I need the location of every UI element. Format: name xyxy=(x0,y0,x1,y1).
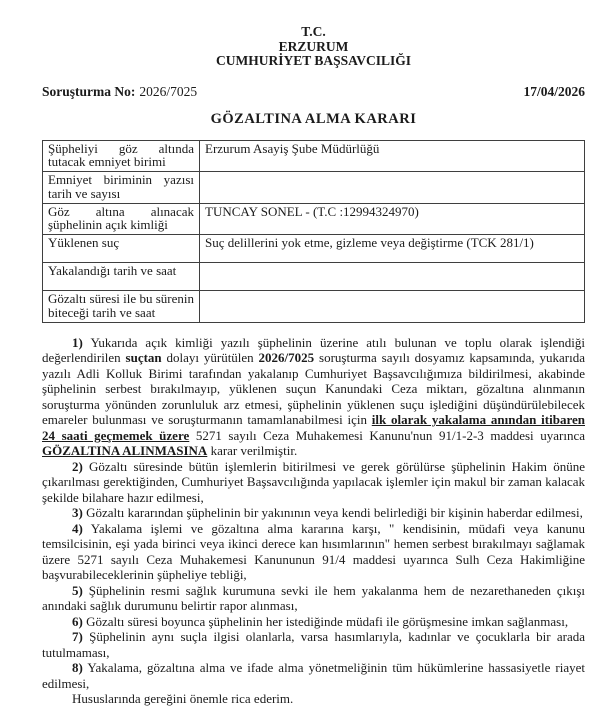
decision-paragraph: 7) Şüphelinin aynı suçla ilgisi olanlarla, varsa hasımlarıyla, kadınlar ve çocuklarla bir arada tutulmaması, xyxy=(42,629,586,660)
paragraph-number: 7) xyxy=(72,629,83,645)
decision-paragraph: 1) Yukarıda açık kimliği yazılı şüphelinin üzerine atılı bulunan ve toplu olarak işlendiği değerlendirilen suçtan dolayı yürütülen 2026/7025 soruşturma sayılı dosyamız kapsamında, yukarıda yazılı Adli Kolluk Birimi tarafından yakalanıp Cumhuriyet Başsavcılığımıza bildirilmesi, akabinde şüphelinin serbest bırakılmayıp, yüklenen suçun Kanundaki Ceza miktarı, gözaltına alınmanın soruşturma yönünden zorunluluk arz etmesi, şüphelinin yüklenen suçu işlediğini düşündürülebilecek emareler bulunması ve soruşturmanın tamamlanabilmesi için ilk olarak yakalama anından itibaren 24 saati geçmemek üzere 5271 sayılı Ceza Muhakemesi Kanunu'nun 91/1-2-3 maddesi uyarınca GÖZALTINA ALINMASINA karar verilmiştir. xyxy=(42,334,585,459)
info-table-row xyxy=(43,263,585,291)
decision-paragraph: 4) Yakalama işlemi ve gözaltına alma kararına karşı, " kendisinin, müdafi veya kanunu temsilcisinin, eşi yada birinci veya ikinci derece kan hısımlarının" hemen serbest bırakılmayı sağlamak üzere 5271 sayılı Ceza Muhakemesi Kanununun 91/4 maddesi uyarınca Sulh Ceza Hakimliğine başvurabileceklerinin şüpheliye tebliği, xyxy=(42,520,585,583)
letterhead-city: ERZURUM xyxy=(278,38,349,54)
emphasized-underlined-text: GÖZALTINA ALINMASINA xyxy=(42,443,208,459)
document-date: 17/04/2026 xyxy=(523,83,585,99)
document-title: GÖZALTINA ALMA KARARI xyxy=(210,110,417,127)
paragraph-number: 5) xyxy=(72,582,83,598)
meta-row xyxy=(42,85,585,99)
case-number-value: 2026/7025 xyxy=(139,83,198,99)
info-table-label: Emniyet biriminin yazısı tarih ve sayısı xyxy=(43,172,200,204)
paragraph-number: 1) xyxy=(72,334,83,350)
paragraph-number: 4) xyxy=(72,520,83,536)
info-table-label: Gözaltı süresi ile bu sürenin biteceği tarih ve saat xyxy=(43,291,200,323)
case-number-label: Soruşturma No: xyxy=(42,83,136,99)
decision-paragraph: 6) Gözaltı süresi boyunca şüphelinin her istediğinde müdafi ile görüşmesine imkan sağlanması, xyxy=(72,613,569,629)
case-number-line xyxy=(42,85,197,99)
info-table-label: Yüklenen suç xyxy=(43,235,200,263)
info-table-value xyxy=(200,172,585,204)
info-table-row xyxy=(43,235,585,263)
info-table-label: Göz altına alınacak şüphelinin açık kimliği xyxy=(43,203,200,235)
info-table-row xyxy=(43,140,585,172)
paragraph-number: 2) xyxy=(72,458,83,474)
info-table-body xyxy=(43,140,585,322)
info-table-row xyxy=(43,291,585,323)
info-table xyxy=(42,140,585,323)
paragraph-number: 3) xyxy=(72,505,83,521)
bold-text: suçtan xyxy=(125,350,162,366)
emphasized-underlined-text: ilk olarak yakalama anından itibaren 24 saati geçmemek üzere xyxy=(42,412,585,443)
letterhead xyxy=(42,25,585,69)
letterhead-republic: T.C. xyxy=(301,24,326,39)
info-table-label: Yakalandığı tarih ve saat xyxy=(43,263,200,291)
bold-text: 2026/7025 xyxy=(258,350,315,366)
decision-paragraph: 2) Gözaltı süresinde bütün işlemlerin bitirilmesi ve gerek görülürse şüphelinin Hakim önüne çıkarılması gerektiğinden, Cumhuriyet Başsavcılığında yapılacak işlemler için makul bir zaman kalacak şekilde bilahare hazır edilmesi, xyxy=(42,458,585,505)
decision-paragraph: 3) Gözaltı kararından şüphelinin bir yakınının veya kendi belirlediği bir kişinin haberdar edilmesi, xyxy=(72,505,583,521)
decision-paragraph: 8) Yakalama, gözaltına alma ve ifade alma yönetmeliğinin tüm hükümlerine hassasiyetle riayet edilmesi, xyxy=(42,660,585,691)
info-table-value: Suç delillerini yok etme, gizleme veya değiştirme (TCK 281/1) xyxy=(200,235,585,263)
info-table-row xyxy=(43,172,585,204)
letterhead-office: CUMHURİYET BAŞSAVCILIĞI xyxy=(216,53,411,68)
info-table-label: Şüpheliyi göz altında tutacak emniyet birimi xyxy=(43,140,200,172)
info-table-value: Erzurum Asayiş Şube Müdürlüğü xyxy=(200,140,585,172)
paragraph-number: 8) xyxy=(72,660,83,676)
decision-paragraph: Hususlarında gereğini önemle rica ederim. xyxy=(72,691,294,707)
info-table-row xyxy=(43,203,585,235)
paragraph-number: 6) xyxy=(72,613,83,629)
info-table-value xyxy=(200,291,585,323)
info-table-value xyxy=(200,263,585,291)
decision-body xyxy=(42,335,585,707)
decision-paragraph: 5) Şüphelinin resmi sağlık kurumuna sevki ile hem yakalanma hem de nezarethaneden çıkışı anındaki sağlık durumunu belirtir rapor alınması, xyxy=(42,582,586,614)
info-table-value: TUNCAY SONEL - (T.C :12994324970) xyxy=(200,203,585,235)
